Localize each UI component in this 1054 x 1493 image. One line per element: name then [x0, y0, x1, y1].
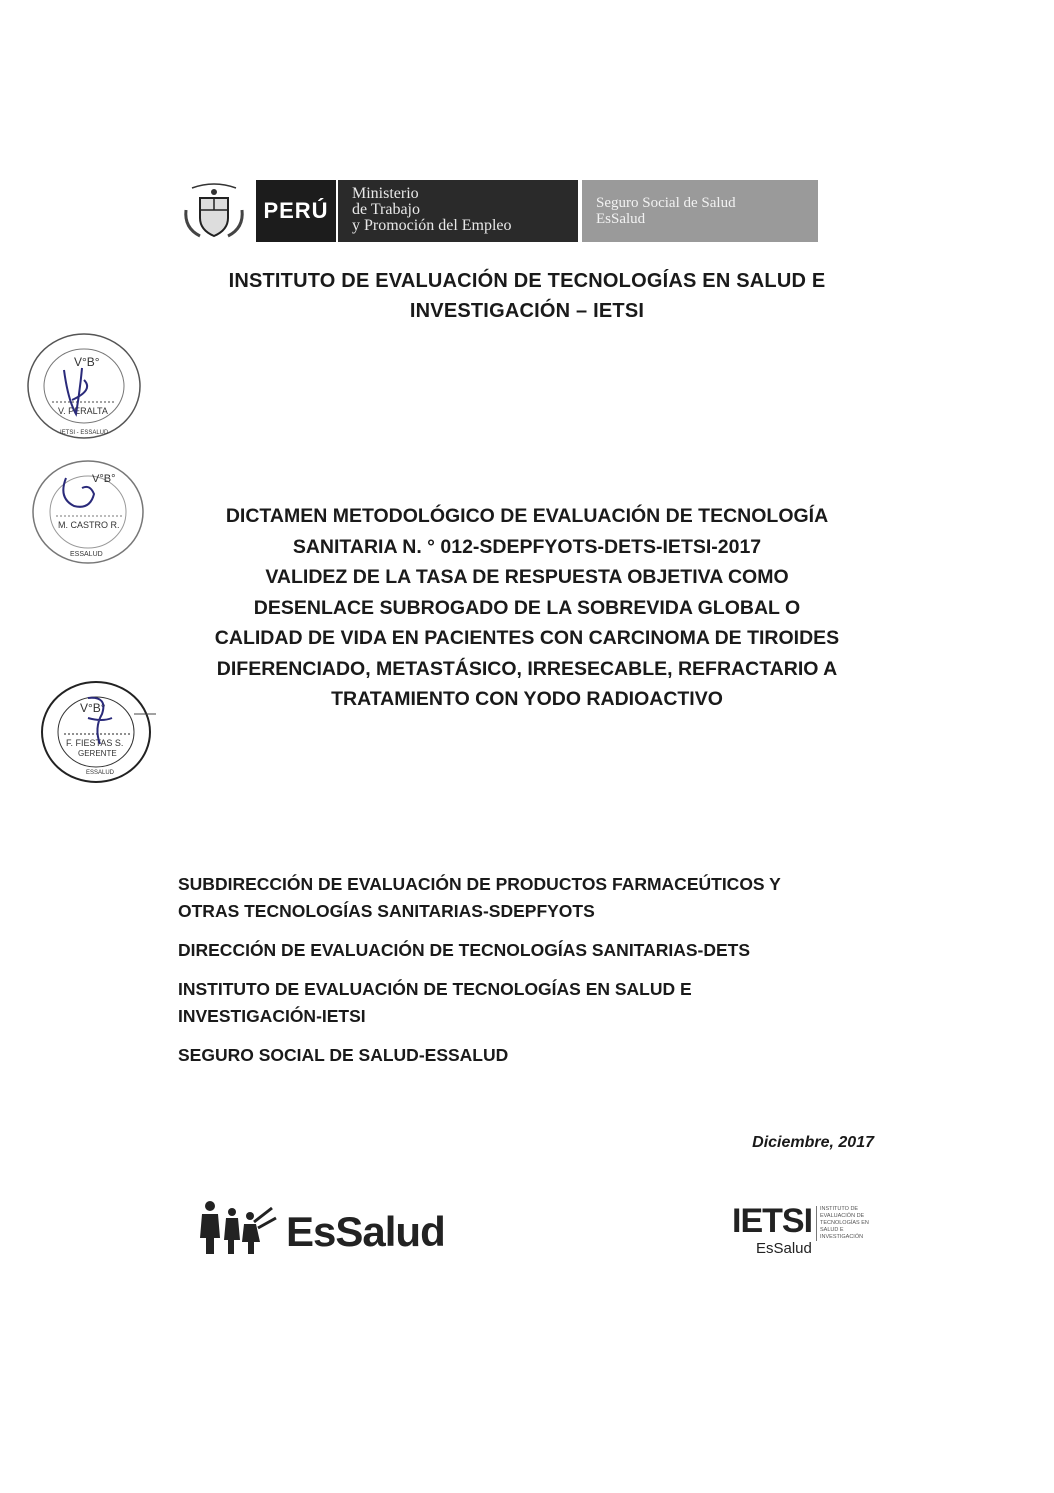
institute-title: INSTITUTO DE EVALUACIÓN DE TECNOLOGÍAS EN SALUD E INVESTIGACIÓN – IETSI: [228, 270, 826, 322]
approval-stamp-2: [30, 458, 146, 566]
essalud-family-icon: [196, 1198, 286, 1258]
ietsi-logo-subtext: EsSalud: [756, 1240, 812, 1257]
svg-text:M. CASTRO R.: M. CASTRO R.: [58, 520, 120, 530]
document-date: Diciembre, 2017: [752, 1134, 874, 1151]
seguro-social-label: Seguro Social de Salud EsSalud: [582, 180, 818, 242]
svg-text:IETSI - ESSALUD: IETSI - ESSALUD: [60, 430, 109, 436]
svg-text:V°B°: V°B°: [92, 473, 116, 485]
svg-text:V°B°: V°B°: [74, 355, 100, 369]
svg-text:F. FIESTAS S.: F. FIESTAS S.: [66, 738, 124, 748]
peru-coat-of-arms-icon: [182, 180, 246, 242]
ietsi-logo-text: IETSI: [732, 1202, 813, 1240]
org-dets: DIRECCIÓN DE EVALUACIÓN DE TECNOLOGÍAS SANITARIAS-DETS: [178, 940, 751, 960]
signature-mark: [63, 478, 94, 507]
essalud-logo-text: EsSalud: [286, 1208, 445, 1255]
org-ietsi: INSTITUTO DE EVALUACIÓN DE TECNOLOGÍAS EN SALUD E INVESTIGACIÓN-IETSI: [178, 979, 692, 1026]
svg-text:ESSALUD: ESSALUD: [70, 551, 103, 558]
ministry-label: Ministerio de Trabajo y Promoción del Empleo: [338, 180, 578, 242]
svg-text:V. PERALTA: V. PERALTA: [58, 406, 108, 416]
svg-text:V°B°: V°B°: [80, 701, 106, 715]
organization-list: [178, 871, 898, 1081]
svg-text:ESSALUD: ESSALUD: [86, 770, 115, 776]
approval-stamp-1: [24, 330, 144, 442]
org-sdepfyots: SUBDIRECCIÓN DE EVALUACIÓN DE PRODUCTOS FARMACEÚTICOS Y OTRAS TECNOLOGÍAS SANITARIAS-SDEPFYOTS: [178, 874, 781, 921]
approval-stamp-3: [38, 678, 158, 786]
dictamen-title: DICTAMEN METODOLÓGICO DE EVALUACIÓN DE TECNOLOGÍA SANITARIA N. ° 012-SDEPFYOTS-DETS-IETSI-2017 VALIDEZ DE LA TASA DE RESPUESTA OBJETIVA COMO DESENLACE SUBROGADO DE LA SOBREVIDA GLOBAL O CALIDAD DE VIDA EN PACIENTES CON CARCINOMA DE TIROIDES DIFERENCIADO, METASTÁSICO, IRRESECABLE, REFRACTARIO A TRATAMIENTO CON YODO RADIOACTIVO: [214, 505, 840, 710]
peru-label: PERÚ: [256, 180, 336, 242]
org-essalud: SEGURO SOCIAL DE SALUD-ESSALUD: [178, 1045, 509, 1065]
ietsi-logo-description: INSTITUTO DE EVALUACIÓN DE TECNOLOGÍAS EN SALUD E INVESTIGACIÓN: [816, 1206, 880, 1241]
government-header-banner: [182, 178, 818, 244]
svg-text:GERENTE: GERENTE: [78, 749, 117, 758]
